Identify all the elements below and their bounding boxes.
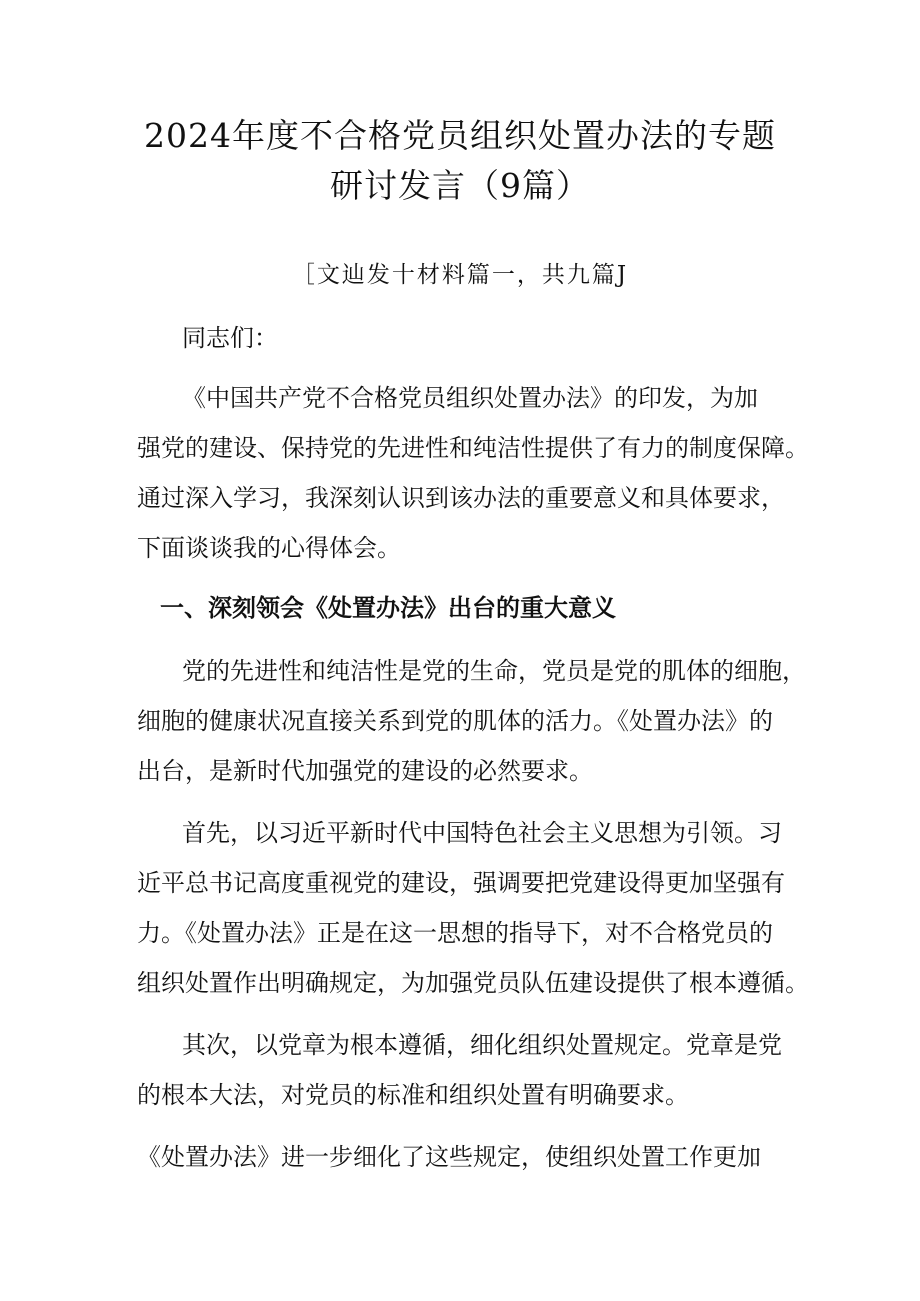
- paragraph-1-line-3: 通过深入学习，我深刻认识到该办法的重要意义和具体要求，: [137, 484, 785, 512]
- paragraph-2-line-1: 党的先进性和纯洁性是党的生命，党员是党的肌体的细胞，: [182, 657, 806, 685]
- paragraph-3-line-4: 组织处置作出明确规定，为加强党员队伍建设提供了根本遵循。: [137, 969, 809, 997]
- greeting: 同志们：: [182, 324, 278, 352]
- paragraph-2-line-3: 出台，是新时代加强党的建设的必然要求。: [137, 757, 593, 785]
- paragraph-1-line-1: 《中国共产党不合格党员组织处置办法》的印发，为加: [182, 384, 758, 412]
- document-title-line-1: 2024年度不合格党员组织处置办法的专题: [144, 116, 776, 155]
- paragraph-3-line-1: 首先，以习近平新时代中国特色社会主义思想为引领。习: [182, 819, 782, 847]
- section-heading-1: 一、深刻领会《处置办法》出台的重大意义: [160, 593, 616, 622]
- paragraph-1-line-4: 下面谈谈我的心得体会。: [137, 534, 401, 562]
- document-subtitle: ［文辿发十材料篇一，共九篇J: [291, 262, 629, 288]
- paragraph-1-line-2: 强党的建设、保持党的先进性和纯洁性提供了有力的制度保障。: [137, 434, 809, 462]
- paragraph-5-line-1: 《处置办法》进一步细化了这些规定，使组织处置工作更加: [137, 1143, 761, 1171]
- paragraph-3-line-2: 近平总书记高度重视党的建设，强调要把党建设得更加坚强有: [137, 869, 785, 897]
- paragraph-3-line-3: 力。《处置办法》正是在这一思想的指导下，对不合格党员的: [137, 919, 773, 947]
- document-title-line-2: 研讨发言（9篇）: [330, 166, 590, 205]
- paragraph-2-line-2: 细胞的健康状况直接关系到党的肌体的活力。《处置办法》的: [137, 707, 773, 735]
- paragraph-4-line-2: 的根本大法，对党员的标准和组织处置有明确要求。: [137, 1081, 689, 1109]
- paragraph-4-line-1: 其次，以党章为根本遵循，细化组织处置规定。党章是党: [182, 1031, 782, 1059]
